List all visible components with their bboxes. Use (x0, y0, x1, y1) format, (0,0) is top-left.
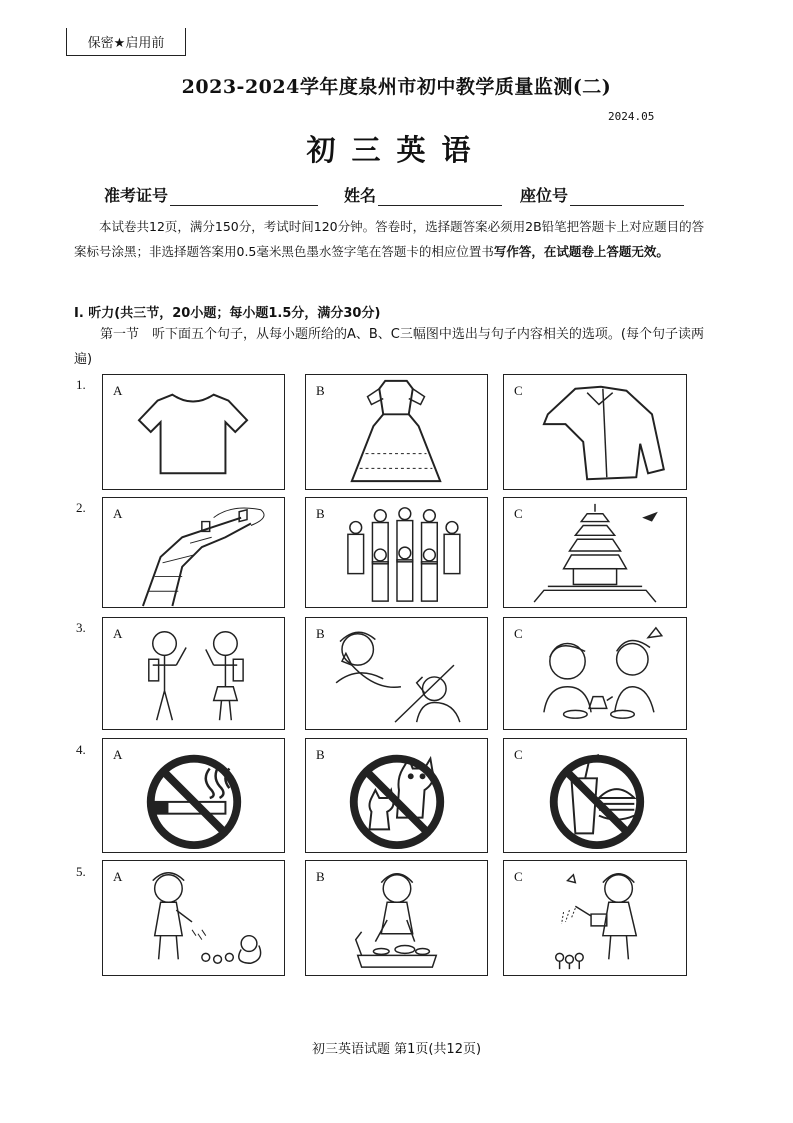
option-letter: C (514, 869, 523, 884)
option-letter: A (113, 383, 123, 398)
notice-text: 本试卷共12页，满分150分，考试时间120分钟。答卷时，选择题答案必须用2B铅笔把答题卡上对应题目的答案标号涂黑；非选择题答案用0.5毫米黑色墨水签字笔在答题卡的相应位置书 (74, 219, 705, 259)
question-number: 1. (76, 377, 86, 392)
subject-title: 初三英语 (306, 133, 487, 167)
exam-id-field (104, 183, 318, 206)
option-picture (102, 497, 285, 608)
option-letter: C (514, 383, 523, 398)
tea-chat-icon (504, 618, 686, 729)
option-picture (503, 617, 687, 730)
option-picture (503, 738, 687, 853)
option-letter: B (316, 869, 325, 884)
exam-title: 2023-2024学年度泉州市初中教学质量监测(二) (181, 76, 612, 98)
option-picture (102, 860, 285, 976)
girl-watering-flowers-icon (504, 861, 686, 975)
page-footer: 初三英语试题 第1页(共12页) (311, 1042, 482, 1057)
option-letter: C (514, 747, 523, 762)
students-greeting-icon (103, 618, 284, 729)
girl-washing-dishes-icon (306, 861, 487, 975)
question-number: 4. (76, 742, 86, 757)
name-label: 姓名 (344, 186, 377, 205)
question-number: 2. (76, 500, 86, 515)
question-number: 3. (76, 620, 86, 635)
girl-feeding-chickens-icon (103, 861, 284, 975)
name-field (344, 183, 502, 206)
option-picture (305, 617, 488, 730)
option-letter: A (113, 869, 123, 884)
no-food-drink-icon (504, 739, 686, 852)
option-letter: A (113, 506, 123, 521)
jacket-icon (504, 375, 686, 489)
exam-id-label: 准考证号 (104, 186, 169, 205)
option-picture (305, 738, 488, 853)
option-letter: A (113, 747, 123, 762)
seat-label: 座位号 (520, 186, 569, 205)
option-letter: B (316, 506, 325, 521)
t-shirt-icon (103, 375, 284, 489)
option-picture (305, 497, 488, 608)
exam-date: 2024.05 (608, 110, 655, 123)
option-picture (102, 738, 285, 853)
seat-blank (570, 187, 684, 206)
option-letter: B (316, 383, 325, 398)
option-letter: B (316, 626, 325, 641)
name-blank (378, 187, 502, 206)
option-letter: A (113, 626, 123, 641)
option-picture (305, 374, 488, 490)
option-picture (102, 617, 285, 730)
option-picture (503, 497, 687, 608)
notice-bold-text: 写作答，在试题卷上答题无效。 (493, 244, 669, 259)
dress-icon (306, 375, 487, 489)
option-picture (305, 860, 488, 976)
question-number: 5. (76, 864, 86, 879)
part1-instructions: 第一节 听下面五个句子，从每小题所给的A、B、C三幅图中选出与句子内容相关的选项。(每个句子读两遍) (74, 327, 704, 367)
no-smoking-icon (103, 739, 284, 852)
phone-call-icon (306, 618, 487, 729)
seat-field (520, 183, 684, 206)
option-letter: C (514, 626, 523, 641)
option-picture (503, 860, 687, 976)
option-letter: C (514, 506, 523, 521)
option-picture (503, 374, 687, 490)
option-letter: B (316, 747, 325, 762)
exam-notice (74, 214, 714, 264)
yellow-crane-tower-icon (504, 498, 686, 607)
confidential-label: 保密★启用前 (66, 28, 186, 56)
no-pets-icon (306, 739, 487, 852)
terracotta-warriors-icon (306, 498, 487, 607)
section-heading: I. 听力(共三节，20小题；每小题1.5分，满分30分) (74, 306, 381, 321)
great-wall-icon (103, 498, 284, 607)
exam-id-blank (170, 187, 318, 206)
option-picture (102, 374, 285, 490)
